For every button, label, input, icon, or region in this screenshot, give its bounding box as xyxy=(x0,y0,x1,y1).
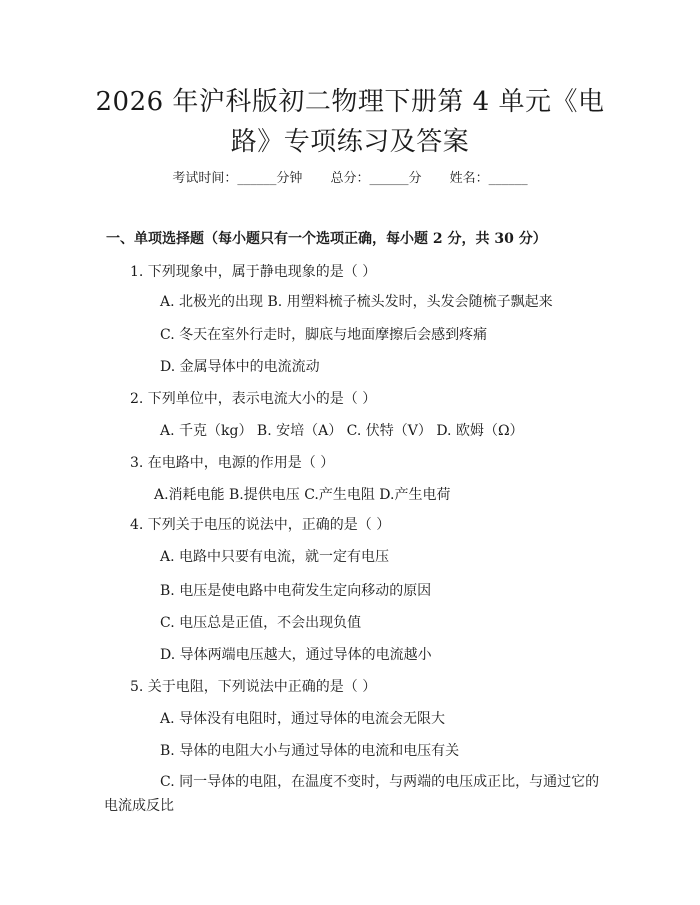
document-title xyxy=(90,82,610,162)
section-heading: 一、单项选择题（每小题只有一个选项正确，每小题 2 分，共 30 分） xyxy=(106,231,547,247)
title-line-1: 2026 年沪科版初二物理下册第 4 单元《电 xyxy=(95,87,605,117)
question-stem: 1. 下列现象中，属于静电现象的是（ ） xyxy=(130,264,377,280)
student-name-field: 姓名：______ xyxy=(449,171,528,186)
question-option: D. 金属导体中的电流流动 xyxy=(160,359,320,375)
question-option: B. 导体的电阻大小与通过导体的电流和电压有关 xyxy=(160,743,460,759)
question-option: A. 导体没有电阻时，通过导体的电流会无限大 xyxy=(160,711,446,727)
question-option: A. 北极光的出现 B. 用塑料梳子梳头发时，头发会随梳子飘起来 xyxy=(160,294,553,310)
question-stem: 5. 关于电阻，下列说法中正确的是（ ） xyxy=(130,679,377,695)
question-stem: 2. 下列单位中，表示电流大小的是（ ） xyxy=(130,391,377,407)
question-stem: 3. 在电路中，电源的作用是（ ） xyxy=(130,455,335,471)
question-stem: 4. 下列关于电压的说法中，正确的是（ ） xyxy=(130,517,391,533)
question-option-continuation: 电流成反比 xyxy=(104,798,174,814)
question-option: A. 千克（kg） B. 安培（A） C. 伏特（V） D. 欧姆（Ω） xyxy=(160,423,524,439)
exam-meta xyxy=(0,170,700,188)
question-option: C. 同一导体的电阻，在温度不变时，与两端的电压成正比，与通过它的 xyxy=(160,774,600,790)
total-score-field: 总分：______分 xyxy=(330,171,422,186)
title-line-2: 路》专项练习及答案 xyxy=(230,127,470,157)
exam-time-field: 考试时间：______分钟 xyxy=(172,171,303,186)
question-option: C. 冬天在室外行走时，脚底与地面摩擦后会感到疼痛 xyxy=(160,327,488,343)
question-option: C. 电压总是正值，不会出现负值 xyxy=(160,615,362,631)
question-option: A.消耗电能 B.提供电压 C.产生电阻 D.产生电荷 xyxy=(154,487,451,503)
question-option: D. 导体两端电压越大，通过导体的电流越小 xyxy=(160,647,432,663)
question-option: B. 电压是使电路中电荷发生定向移动的原因 xyxy=(160,583,432,599)
question-option: A. 电路中只要有电流，就一定有电压 xyxy=(160,549,390,565)
